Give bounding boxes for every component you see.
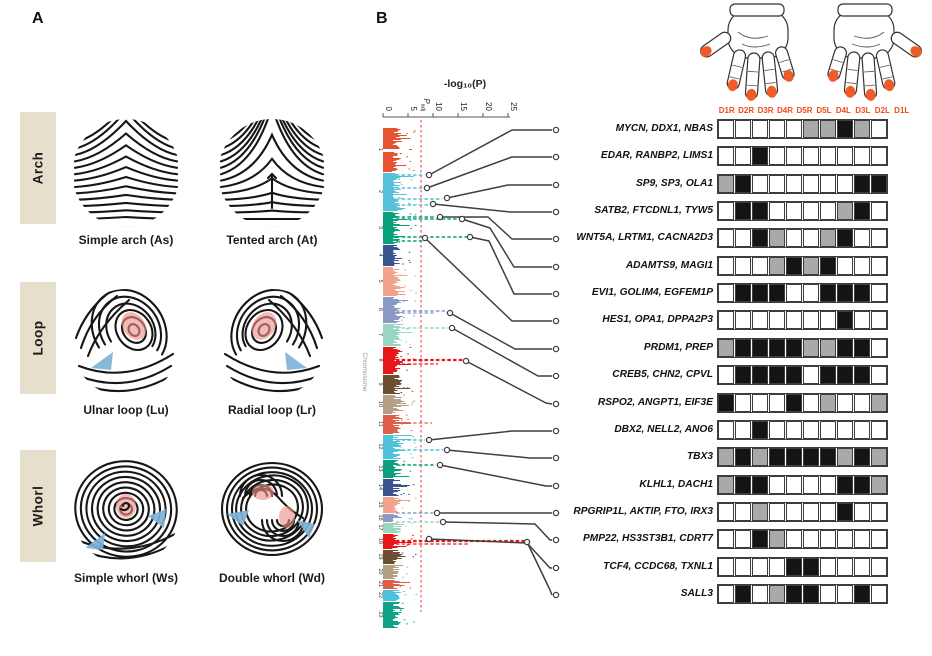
grid-cell bbox=[803, 257, 819, 275]
finger-association-row bbox=[717, 502, 888, 522]
simple-whorl-print bbox=[70, 454, 182, 566]
grid-cell bbox=[786, 585, 802, 603]
finger-association-row bbox=[717, 557, 888, 577]
svg-text:25: 25 bbox=[509, 102, 518, 111]
grid-cell bbox=[837, 503, 853, 521]
grid-cell bbox=[718, 394, 734, 412]
grid-cell bbox=[803, 311, 819, 329]
finger-header-d2l: D2L bbox=[874, 106, 890, 115]
grid-cell bbox=[854, 202, 870, 220]
grid-cell bbox=[871, 366, 887, 384]
grid-cell bbox=[837, 257, 853, 275]
grid-cell bbox=[837, 202, 853, 220]
grid-cell bbox=[769, 476, 785, 494]
svg-text:20: 20 bbox=[377, 568, 383, 575]
group-label-loop bbox=[20, 282, 56, 394]
grid-cell bbox=[752, 339, 768, 357]
grid-cell bbox=[871, 585, 887, 603]
gene-label: RPGRIP1L, AKTIP, FTO, IRX3 bbox=[573, 506, 713, 517]
svg-text:8: 8 bbox=[377, 358, 383, 362]
grid-cell bbox=[871, 339, 887, 357]
gene-label: WNT5A, LRTM1, CACNA2D3 bbox=[576, 232, 713, 243]
svg-text:19: 19 bbox=[377, 553, 383, 560]
grid-cell bbox=[735, 585, 751, 603]
group-label-arch bbox=[20, 112, 56, 224]
finger-header-d4l: D4L bbox=[835, 106, 851, 115]
svg-text:6: 6 bbox=[377, 307, 383, 312]
grid-cell bbox=[786, 175, 802, 193]
grid-cell bbox=[820, 558, 836, 576]
grid-cell bbox=[718, 339, 734, 357]
grid-cell bbox=[752, 394, 768, 412]
double-whorl-fingerprint bbox=[216, 454, 328, 568]
grid-cell bbox=[786, 530, 802, 548]
finger-association-row bbox=[717, 393, 888, 413]
grid-cell bbox=[786, 202, 802, 220]
grid-cell bbox=[752, 229, 768, 247]
grid-cell bbox=[769, 311, 785, 329]
finger-header-d1l: D1L bbox=[894, 106, 910, 115]
grid-cell bbox=[803, 394, 819, 412]
grid-cell bbox=[803, 421, 819, 439]
grid-cell bbox=[718, 120, 734, 138]
grid-cell bbox=[769, 339, 785, 357]
grid-cell bbox=[871, 421, 887, 439]
grid-cell bbox=[769, 257, 785, 275]
grid-cell bbox=[837, 558, 853, 576]
grid-cell bbox=[803, 339, 819, 357]
finger-association-row bbox=[717, 228, 888, 248]
finger-association-row bbox=[717, 584, 888, 604]
svg-text:1: 1 bbox=[377, 147, 383, 152]
grid-cell bbox=[735, 366, 751, 384]
grid-cell bbox=[769, 175, 785, 193]
grid-cell bbox=[735, 530, 751, 548]
svg-text:18: 18 bbox=[377, 537, 383, 545]
grid-cell bbox=[854, 147, 870, 165]
grid-cell bbox=[769, 421, 785, 439]
svg-text:16: 16 bbox=[377, 514, 383, 521]
group-label-text: Whorl bbox=[30, 485, 46, 527]
grid-cell bbox=[735, 120, 751, 138]
grid-cell bbox=[752, 284, 768, 302]
grid-cell bbox=[837, 448, 853, 466]
grid-cell bbox=[735, 202, 751, 220]
grid-cell bbox=[752, 421, 768, 439]
grid-cell bbox=[803, 202, 819, 220]
grid-cell bbox=[854, 421, 870, 439]
svg-text:23: 23 bbox=[377, 611, 383, 618]
print-caption: Radial loop (Lr) bbox=[228, 403, 316, 417]
grid-cell bbox=[786, 257, 802, 275]
print-caption: Ulnar loop (Lu) bbox=[83, 403, 169, 417]
grid-cell bbox=[769, 284, 785, 302]
grid-cell bbox=[854, 366, 870, 384]
grid-cell bbox=[854, 120, 870, 138]
grid-cell bbox=[871, 284, 887, 302]
finger-header-d1r: D1R bbox=[718, 106, 735, 115]
grid-cell bbox=[786, 311, 802, 329]
finger-header-d5r: D5R bbox=[796, 106, 813, 115]
grid-cell bbox=[820, 229, 836, 247]
grid-cell bbox=[820, 530, 836, 548]
grid-cell bbox=[752, 202, 768, 220]
grid-cell bbox=[854, 476, 870, 494]
grid-cell bbox=[786, 448, 802, 466]
grid-cell bbox=[820, 448, 836, 466]
panel-b-label: B bbox=[376, 10, 388, 27]
gene-label: CREB5, CHN2, CPVL bbox=[612, 369, 713, 380]
grid-cell bbox=[752, 311, 768, 329]
finger-association-row bbox=[717, 420, 888, 440]
grid-cell bbox=[820, 476, 836, 494]
grid-cell bbox=[854, 585, 870, 603]
gene-label: ADAMTS9, MAGI1 bbox=[625, 260, 713, 271]
grid-cell bbox=[718, 421, 734, 439]
grid-cell bbox=[837, 284, 853, 302]
grid-cell bbox=[718, 448, 734, 466]
grid-cell bbox=[871, 229, 887, 247]
grid-cell bbox=[752, 558, 768, 576]
grid-cell bbox=[752, 175, 768, 193]
grid-cell bbox=[786, 147, 802, 165]
grid-cell bbox=[854, 229, 870, 247]
grid-cell bbox=[769, 147, 785, 165]
svg-text:10: 10 bbox=[434, 102, 443, 111]
grid-cell bbox=[735, 448, 751, 466]
grid-cell bbox=[871, 202, 887, 220]
svg-text:Padj: $P_{adj}$ bbox=[419, 98, 431, 111]
gene-label: TCF4, CCDC68, TXNL1 bbox=[603, 561, 713, 572]
gene-label: PMP22, HS3ST3B1, CDRT7 bbox=[582, 533, 713, 544]
grid-cell bbox=[718, 366, 734, 384]
grid-cell bbox=[752, 257, 768, 275]
gene-label: SP9, SP3, OLA1 bbox=[635, 178, 713, 189]
grid-cell bbox=[871, 120, 887, 138]
svg-text:7: 7 bbox=[377, 332, 383, 337]
gene-label: EDAR, RANBP2, LIMS1 bbox=[600, 150, 713, 161]
grid-cell bbox=[854, 311, 870, 329]
grid-cell bbox=[752, 476, 768, 494]
panel-a-label: A bbox=[32, 10, 44, 27]
grid-cell bbox=[820, 421, 836, 439]
grid-cell bbox=[854, 503, 870, 521]
grid-cell bbox=[752, 147, 768, 165]
gene-label: SATB2, FTCDNL1, TYW5 bbox=[594, 205, 713, 216]
gene-label: HES1, OPA1, DPPA2P3 bbox=[602, 314, 713, 325]
gene-label: RSPO2, ANGPT1, EIF3E bbox=[597, 397, 713, 408]
svg-text:17: 17 bbox=[377, 524, 383, 531]
grid-cell bbox=[820, 202, 836, 220]
svg-text:21: 21 bbox=[377, 580, 383, 588]
grid-cell bbox=[803, 147, 819, 165]
grid-cell bbox=[837, 476, 853, 494]
finger-association-row bbox=[717, 310, 888, 330]
gene-label: PRDM1, PREP bbox=[643, 342, 713, 353]
grid-cell bbox=[837, 339, 853, 357]
svg-text:2: 2 bbox=[377, 189, 383, 194]
svg-text:15: 15 bbox=[459, 102, 468, 111]
finger-association-row bbox=[717, 365, 888, 385]
grid-cell bbox=[718, 175, 734, 193]
svg-text:14: 14 bbox=[377, 483, 383, 491]
finger-header-d3r: D3R bbox=[757, 106, 774, 115]
simple-arch-fingerprint bbox=[70, 116, 182, 230]
grid-cell bbox=[803, 503, 819, 521]
grid-cell bbox=[871, 394, 887, 412]
svg-text:4: 4 bbox=[377, 253, 383, 257]
group-label-text: Arch bbox=[30, 151, 46, 185]
grid-cell bbox=[871, 503, 887, 521]
finger-association-row bbox=[717, 529, 888, 549]
svg-text:10: 10 bbox=[377, 400, 383, 408]
grid-cell bbox=[769, 229, 785, 247]
grid-cell bbox=[769, 585, 785, 603]
grid-cell bbox=[803, 366, 819, 384]
svg-text:Chromosome: Chromosome bbox=[361, 352, 368, 392]
grid-cell bbox=[837, 421, 853, 439]
finger-association-row bbox=[717, 338, 888, 358]
grid-cell bbox=[769, 366, 785, 384]
svg-text:0: 0 bbox=[384, 106, 393, 111]
finger-association-row bbox=[717, 201, 888, 221]
finger-association-row bbox=[717, 174, 888, 194]
grid-cell bbox=[735, 257, 751, 275]
grid-cell bbox=[854, 175, 870, 193]
grid-cell bbox=[718, 558, 734, 576]
tented-arch-fingerprint bbox=[216, 116, 328, 230]
tented-arch-print bbox=[216, 116, 328, 228]
svg-text:3: 3 bbox=[377, 225, 383, 230]
grid-cell bbox=[786, 366, 802, 384]
grid-cell bbox=[735, 311, 751, 329]
simple-arch-print bbox=[70, 116, 182, 228]
print-caption: Simple whorl (Ws) bbox=[73, 571, 178, 585]
grid-cell bbox=[735, 503, 751, 521]
grid-cell bbox=[769, 503, 785, 521]
gene-label: TBX3 bbox=[686, 451, 713, 462]
svg-text:20: 20 bbox=[484, 102, 493, 111]
grid-cell bbox=[718, 147, 734, 165]
finger-association-row bbox=[717, 256, 888, 276]
print-caption: Double whorl (Wd) bbox=[219, 571, 325, 585]
simple-whorl-fingerprint bbox=[70, 454, 182, 568]
grid-cell bbox=[752, 530, 768, 548]
grid-cell bbox=[786, 339, 802, 357]
grid-cell bbox=[803, 476, 819, 494]
finger-header-d3l: D3L bbox=[855, 106, 871, 115]
grid-cell bbox=[718, 530, 734, 548]
grid-cell bbox=[803, 558, 819, 576]
finger-header-d5l: D5L bbox=[816, 106, 832, 115]
grid-cell bbox=[735, 229, 751, 247]
gene-label: KLHL1, DACH1 bbox=[639, 479, 713, 490]
gene-label: MYCN, DDX1, NBAS bbox=[615, 123, 713, 134]
grid-cell bbox=[820, 257, 836, 275]
gene-label: EVI1, GOLIM4, EGFEM1P bbox=[591, 287, 713, 298]
grid-cell bbox=[786, 421, 802, 439]
grid-cell bbox=[854, 339, 870, 357]
grid-cell bbox=[769, 202, 785, 220]
grid-cell bbox=[837, 585, 853, 603]
grid-cell bbox=[718, 585, 734, 603]
grid-cell bbox=[803, 448, 819, 466]
grid-cell bbox=[752, 120, 768, 138]
grid-cell bbox=[718, 257, 734, 275]
grid-cell bbox=[786, 229, 802, 247]
grid-cell bbox=[803, 175, 819, 193]
finger-association-row bbox=[717, 447, 888, 467]
finger-header-d2r: D2R bbox=[738, 106, 755, 115]
group-label-whorl bbox=[20, 450, 56, 562]
svg-text:15: 15 bbox=[377, 501, 383, 508]
ulnar-loop-print bbox=[70, 286, 182, 398]
grid-cell bbox=[854, 257, 870, 275]
svg-text:12: 12 bbox=[377, 443, 383, 450]
grid-cell bbox=[803, 530, 819, 548]
grid-cell bbox=[854, 394, 870, 412]
grid-cell bbox=[803, 585, 819, 603]
grid-cell bbox=[803, 120, 819, 138]
grid-cell bbox=[837, 394, 853, 412]
grid-cell bbox=[837, 120, 853, 138]
grid-cell bbox=[735, 558, 751, 576]
group-label-text: Loop bbox=[30, 320, 46, 356]
grid-cell bbox=[820, 284, 836, 302]
gene-label: SALL3 bbox=[680, 588, 713, 599]
grid-cell bbox=[820, 503, 836, 521]
print-caption: Simple arch (As) bbox=[78, 233, 174, 247]
print-caption: Tented arch (At) bbox=[226, 233, 318, 247]
grid-cell bbox=[803, 229, 819, 247]
grid-cell bbox=[735, 147, 751, 165]
grid-cell bbox=[735, 339, 751, 357]
grid-cell bbox=[837, 530, 853, 548]
svg-text:22: 22 bbox=[377, 591, 383, 599]
grid-cell bbox=[871, 311, 887, 329]
grid-cell bbox=[769, 394, 785, 412]
grid-cell bbox=[735, 175, 751, 193]
grid-cell bbox=[820, 585, 836, 603]
radial-loop-print bbox=[216, 286, 328, 398]
grid-cell bbox=[786, 476, 802, 494]
finger-association-row bbox=[717, 119, 888, 139]
grid-cell bbox=[854, 284, 870, 302]
grid-cell bbox=[820, 311, 836, 329]
grid-cell bbox=[820, 120, 836, 138]
grid-cell bbox=[769, 448, 785, 466]
grid-cell bbox=[769, 530, 785, 548]
grid-cell bbox=[871, 147, 887, 165]
grid-cell bbox=[735, 394, 751, 412]
grid-cell bbox=[871, 257, 887, 275]
grid-cell bbox=[786, 558, 802, 576]
grid-cell bbox=[752, 503, 768, 521]
grid-cell bbox=[769, 120, 785, 138]
grid-cell bbox=[786, 394, 802, 412]
grid-cell bbox=[820, 175, 836, 193]
grid-cell bbox=[718, 503, 734, 521]
grid-cell bbox=[718, 229, 734, 247]
grid-cell bbox=[820, 147, 836, 165]
grid-cell bbox=[718, 311, 734, 329]
svg-text:5: 5 bbox=[409, 106, 418, 111]
grid-cell bbox=[735, 421, 751, 439]
grid-cell bbox=[820, 339, 836, 357]
grid-cell bbox=[786, 284, 802, 302]
grid-cell bbox=[735, 476, 751, 494]
grid-cell bbox=[837, 229, 853, 247]
grid-cell bbox=[752, 448, 768, 466]
grid-cell bbox=[718, 202, 734, 220]
ulnar-loop-fingerprint bbox=[70, 286, 182, 400]
grid-cell bbox=[871, 530, 887, 548]
svg-text:13: 13 bbox=[377, 465, 383, 472]
finger-header-d4r: D4R bbox=[777, 106, 794, 115]
grid-cell bbox=[871, 175, 887, 193]
grid-cell bbox=[769, 558, 785, 576]
grid-cell bbox=[854, 558, 870, 576]
finger-association-row bbox=[717, 146, 888, 166]
grid-cell bbox=[786, 120, 802, 138]
grid-cell bbox=[871, 476, 887, 494]
grid-cell bbox=[735, 284, 751, 302]
grid-cell bbox=[718, 476, 734, 494]
grid-cell bbox=[820, 394, 836, 412]
grid-cell bbox=[854, 448, 870, 466]
grid-cell bbox=[803, 284, 819, 302]
finger-association-row bbox=[717, 283, 888, 303]
grid-cell bbox=[837, 147, 853, 165]
svg-text:-log₁₀(P): -log₁₀(P) bbox=[443, 78, 487, 90]
grid-cell bbox=[871, 558, 887, 576]
grid-cell bbox=[752, 366, 768, 384]
grid-cell bbox=[752, 585, 768, 603]
hands-illustration bbox=[690, 2, 932, 106]
grid-cell bbox=[854, 530, 870, 548]
svg-text:5: 5 bbox=[377, 279, 383, 283]
grid-cell bbox=[820, 366, 836, 384]
grid-cell bbox=[837, 311, 853, 329]
grid-cell bbox=[837, 366, 853, 384]
double-whorl-print bbox=[216, 454, 328, 566]
gene-label: DBX2, NELL2, ANO6 bbox=[614, 424, 713, 435]
svg-text:9: 9 bbox=[377, 382, 383, 386]
finger-association-row bbox=[717, 475, 888, 495]
svg-text:11: 11 bbox=[377, 421, 383, 427]
grid-cell bbox=[871, 448, 887, 466]
grid-cell bbox=[786, 503, 802, 521]
grid-cell bbox=[718, 284, 734, 302]
grid-cell bbox=[837, 175, 853, 193]
radial-loop-fingerprint bbox=[216, 286, 328, 400]
